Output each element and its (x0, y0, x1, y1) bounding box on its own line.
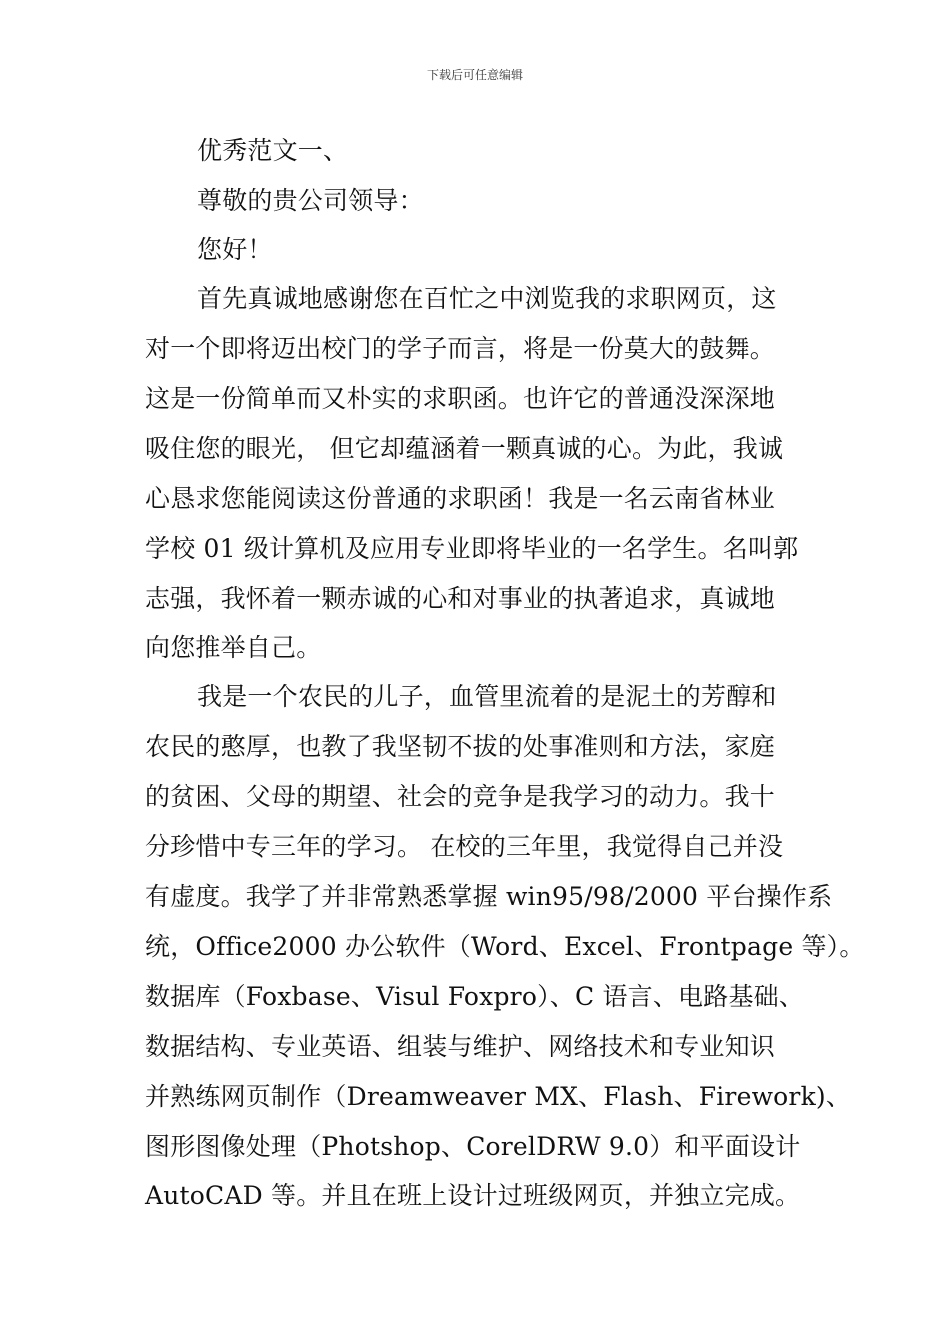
paragraph-2-line-4: 分珍惜中专三年的学习。 在校的三年里，我觉得自己并没 (145, 832, 784, 861)
header-note: 下载后可任意编辑 (426, 68, 523, 82)
salutation-recipient: 尊敬的贵公司领导： (197, 186, 424, 215)
paragraph-1-line-2: 对一个即将迈出校门的学子而言，将是一份莫大的鼓舞。 (145, 334, 776, 363)
salutation-title: 优秀范文一、 (197, 136, 349, 165)
paragraph-1-line-1: 首先真诚地感谢您在百忙之中浏览我的求职网页，这 (197, 284, 777, 313)
paragraph-2-line-11: AutoCAD 等。并且在班上设计过班级网页，并独立完成。 (145, 1181, 801, 1210)
paragraph-1-line-4: 吸住您的眼光， 但它却蕴涵着一颗真诚的心。为此，我诚 (145, 434, 784, 463)
paragraph-2-line-3: 的贫困、父母的期望、社会的竞争是我学习的动力。我十 (145, 782, 776, 811)
greeting: 您好！ (197, 235, 273, 264)
paragraph-1-line-3: 这是一份简单而又朴实的求职函。也许它的普通没深深地 (145, 384, 776, 413)
paragraph-1-line-7: 志强，我怀着一颗赤诚的心和对事业的执著追求，真诚地 (145, 584, 776, 613)
paragraph-2-line-2: 农民的憨厚，也教了我坚韧不拔的处事准则和方法，家庭 (145, 732, 776, 761)
paragraph-2-line-5: 有虚度。我学了并非常熟悉掌握 win95/98/2000 平台操作系 (145, 882, 833, 911)
paragraph-2-line-7: 数据库（Foxbase、Visul Foxpro）、C 语言、电路基础、 (145, 982, 805, 1011)
paragraph-1-line-6: 学校 01 级计算机及应用专业即将毕业的一名学生。名叫郭 (145, 534, 799, 563)
paragraph-1-line-8: 向您推举自己。 (145, 633, 322, 662)
paragraph-2-line-9: 并熟练网页制作（Dreamweaver MX、Flash、Firework)、 (145, 1082, 852, 1111)
paragraph-2-line-6: 统，Office2000 办公软件（Word、Excel、Frontpage 等）。 (145, 932, 865, 961)
paragraph-2-line-1: 我是一个农民的儿子，血管里流着的是泥土的芳醇和 (197, 682, 777, 711)
paragraph-1-line-5: 心恳求您能阅读这份普通的求职函！我是一名云南省林业 (145, 484, 776, 513)
paragraph-2-line-8: 数据结构、专业英语、组装与维护、网络技术和专业知识 (145, 1032, 776, 1061)
paragraph-2-line-10: 图形图像处理（Photshop、CorelDRW 9.0）和平面设计 (145, 1132, 801, 1161)
